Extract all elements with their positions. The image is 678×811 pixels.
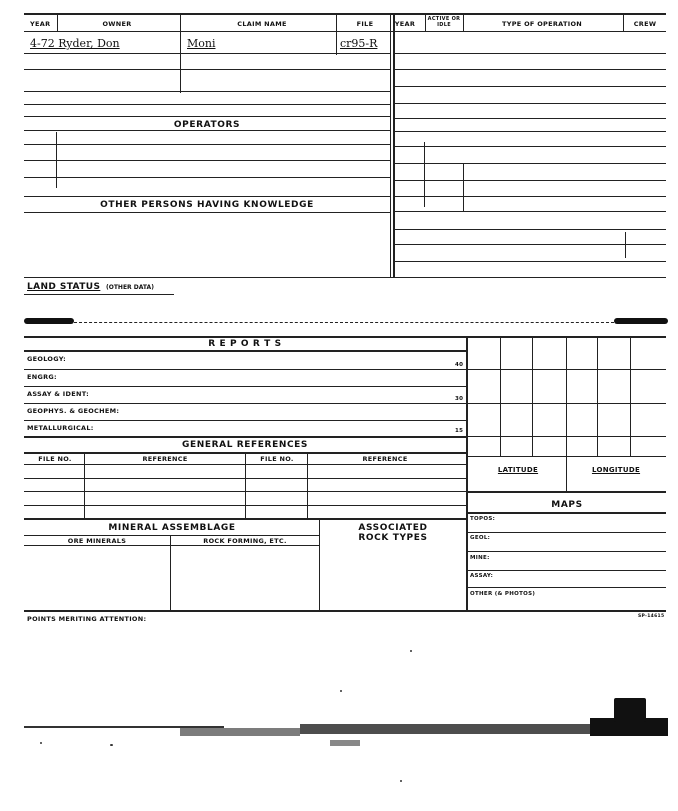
points-meriting-attention: POINTS MERITING ATTENTION:	[27, 615, 147, 623]
form-number: SP-14615	[638, 614, 665, 619]
report-metallurgical: METALLURGICAL:	[27, 424, 94, 432]
header-active-idle: ACTIVE OR IDLE	[427, 16, 461, 28]
report-engrg: ENGRG:	[27, 373, 57, 381]
gr-reference-2: REFERENCE	[362, 455, 408, 463]
maps-mine: MINE:	[470, 555, 490, 561]
entry-file: cr95-R	[340, 37, 378, 50]
header-year-2: YEAR	[394, 20, 416, 28]
maps-other: OTHER (& PHOTOS)	[470, 591, 536, 597]
entry-claim-name: Moni	[187, 37, 216, 50]
gr-reference: REFERENCE	[142, 455, 188, 463]
scan-smudge	[330, 740, 360, 746]
binder-mark-right	[614, 318, 668, 324]
speck	[410, 650, 412, 652]
speck	[40, 742, 42, 744]
rock-forming-label: ROCK FORMING, ETC.	[203, 537, 287, 545]
scan-streak-3	[300, 724, 590, 734]
scan-blot	[614, 698, 646, 722]
header-owner: OWNER	[102, 20, 132, 28]
report-geophys: GEOPHYS. & GEOCHEM:	[27, 407, 120, 415]
associated-title: ASSOCIATED	[358, 523, 428, 533]
report-metallurgical-code: 15	[455, 428, 464, 434]
land-status-note: (OTHER DATA)	[106, 284, 154, 291]
entry-year-owner: 4-72 Ryder, Don	[30, 37, 120, 50]
scan-streak-2	[180, 728, 300, 736]
header-claim-name: CLAIM NAME	[237, 20, 287, 28]
header-type-of-operation: TYPE OF OPERATION	[501, 20, 583, 28]
report-geology-code: 40	[455, 362, 464, 368]
report-assay-code: 30	[455, 396, 464, 402]
mineral-assemblage-title: MINERAL ASSEMBLAGE	[108, 523, 236, 533]
operators-title: OPERATORS	[173, 120, 241, 130]
ore-minerals-label: ORE MINERALS	[67, 537, 127, 545]
report-geology: GEOLOGY:	[27, 355, 67, 363]
binder-mark-left	[24, 318, 74, 324]
report-assay: ASSAY & IDENT:	[27, 390, 89, 398]
gr-file-no-2: FILE NO.	[260, 455, 294, 463]
speck	[400, 780, 402, 782]
maps-geol: GEOL:	[470, 535, 491, 541]
maps-assay: ASSAY:	[470, 573, 494, 579]
longitude-label: LONGITUDE	[591, 466, 641, 474]
general-references-title: GENERAL REFERENCES	[182, 440, 308, 450]
rock-types-title: ROCK TYPES	[358, 533, 428, 543]
land-status-title: LAND STATUS	[27, 282, 101, 292]
other-persons-title: OTHER PERSONS HAVING KNOWLEDGE	[100, 200, 314, 210]
latitude-label: LATITUDE	[497, 466, 539, 474]
maps-title: MAPS	[551, 500, 583, 510]
maps-topos: TOPOS:	[470, 516, 496, 522]
gr-file-no: FILE NO.	[38, 455, 72, 463]
speck	[110, 744, 113, 746]
header-file: FILE	[356, 20, 374, 28]
speck	[340, 690, 342, 692]
header-year: YEAR	[30, 20, 51, 28]
reports-title: R E P O R T S	[208, 339, 282, 349]
header-crew: CREW	[633, 20, 657, 28]
